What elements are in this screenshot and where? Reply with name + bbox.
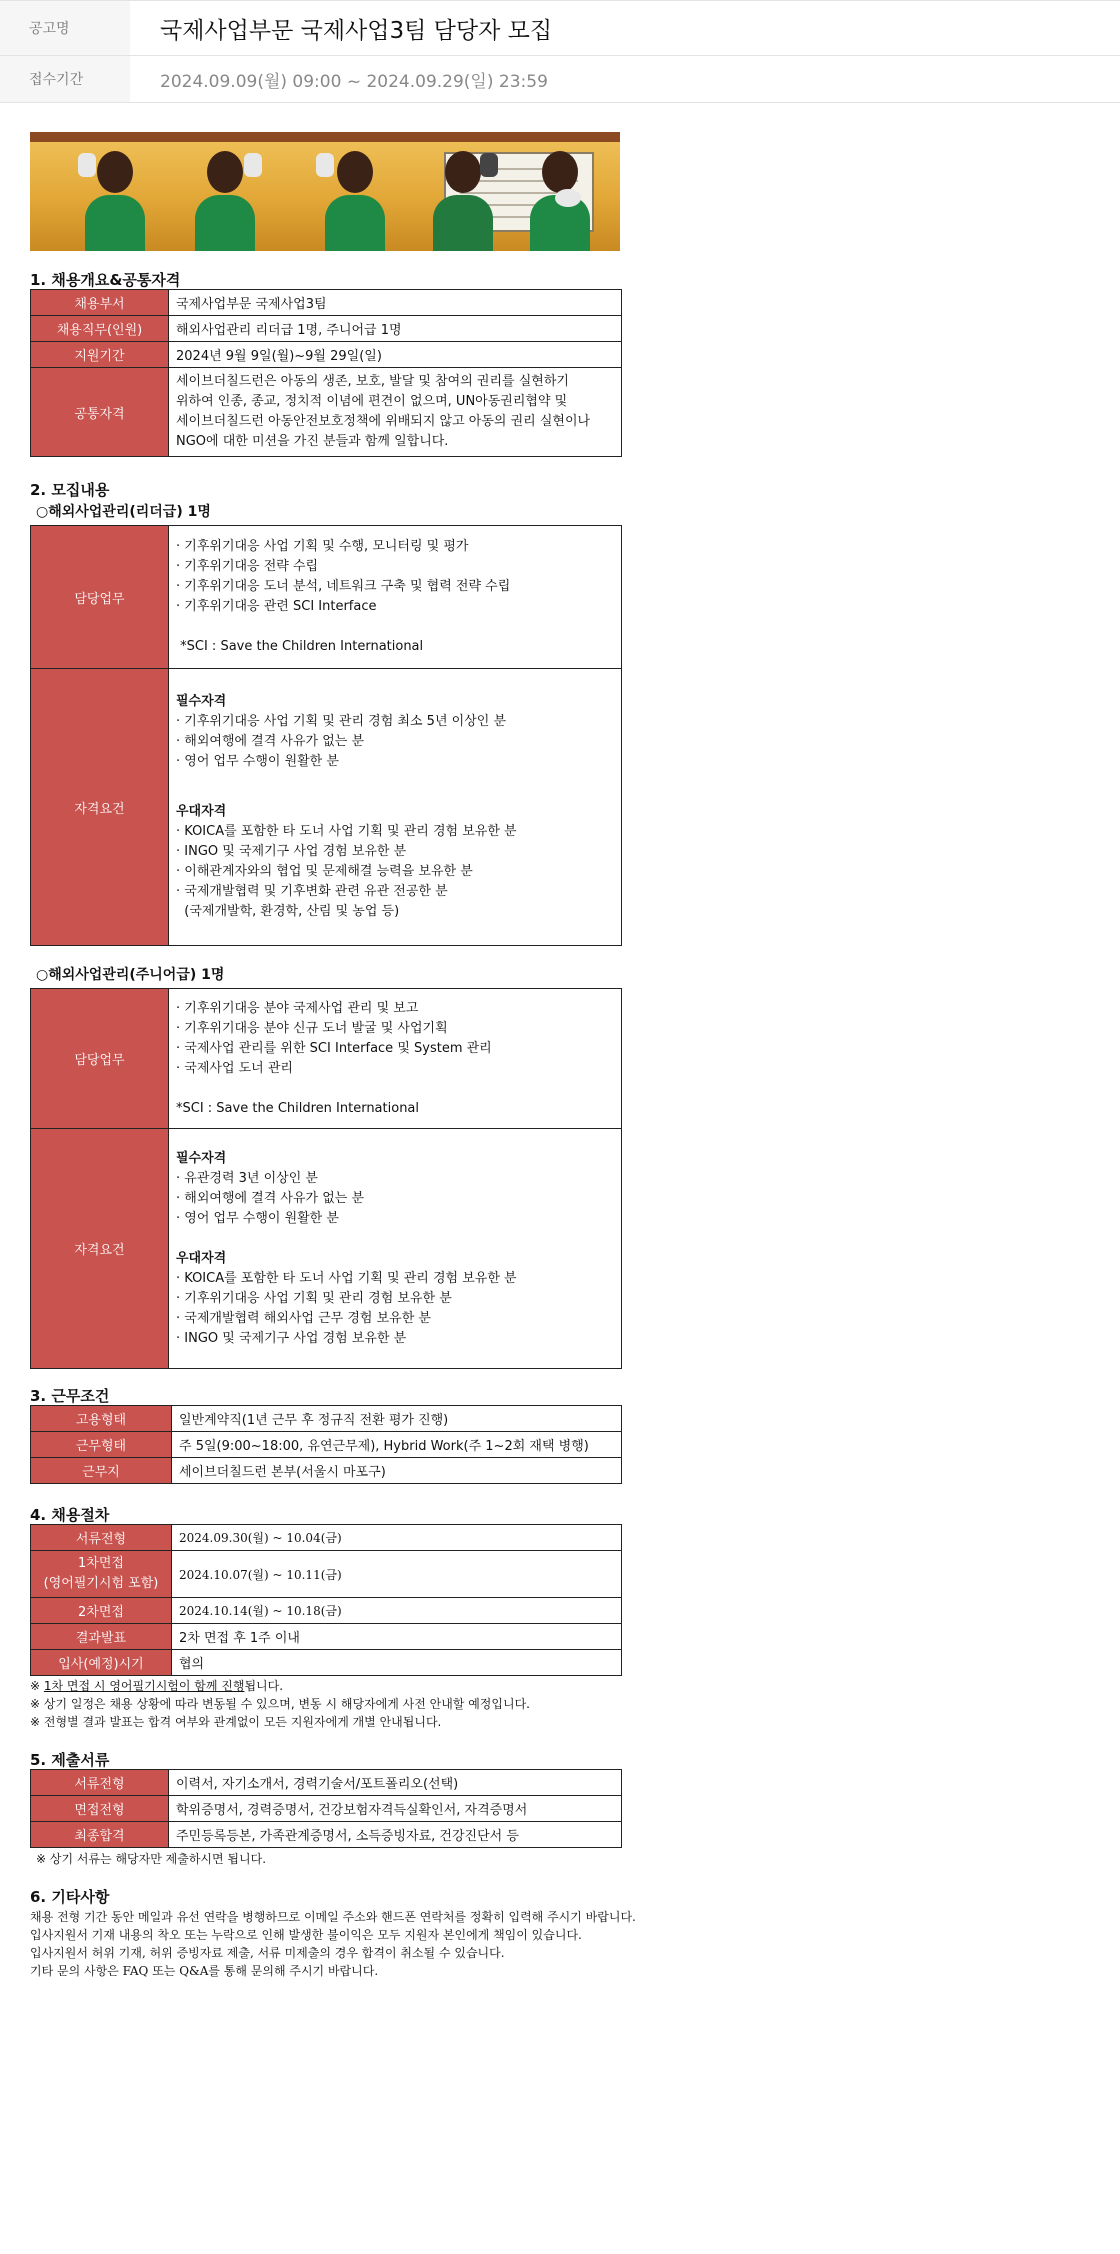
text-line: (영어필기시험 포함)	[43, 1576, 159, 1591]
row-label: 2차면접	[31, 1598, 172, 1624]
section-4-notes	[30, 1677, 690, 1731]
text-line: · 영어 업무 수행이 원활한 분	[176, 754, 339, 769]
text-line: 입사지원서 기재 내용의 착오 또는 누락으로 인해 발생한 불이익은 모두 지원자 본인에게 책임이 있습니다.	[30, 1928, 582, 1942]
row-value	[169, 1129, 622, 1369]
row-label: 서류전형	[31, 1770, 169, 1796]
row-value	[169, 669, 622, 946]
table-row	[31, 1822, 622, 1848]
row-label: 채용직무(인원)	[31, 316, 169, 342]
table-row	[31, 1770, 622, 1796]
table-row	[31, 342, 622, 368]
row-label: 근무지	[31, 1458, 172, 1484]
text-line: 1차면접	[78, 1556, 124, 1571]
note-marker: ※	[30, 1679, 44, 1693]
row-value: 주 5일(9:00~18:00, 유연근무제), Hybrid Work(주 1~2회 재택 병행)	[172, 1432, 622, 1458]
row-label: 공통자격	[31, 368, 169, 457]
text-line: · 국제개발협력 및 기후변화 관련 유관 전공한 분	[176, 884, 448, 899]
text-line: · INGO 및 국제기구 사업 경험 보유한 분	[176, 844, 407, 859]
row-value: 2024.09.30(월) ~ 10.04(금)	[172, 1525, 622, 1551]
table-row	[31, 526, 622, 669]
row-value: 2024.10.14(월) ~ 10.18(금)	[172, 1598, 622, 1624]
row-label: 근무형태	[31, 1432, 172, 1458]
note-tail: 됩니다.	[244, 1679, 284, 1693]
row-value: 세이브더칠드런 본부(서울시 마포구)	[172, 1458, 622, 1484]
banner-child	[525, 139, 595, 251]
page-title: 국제사업부문 국제사업3팀 담당자 모집	[160, 17, 553, 44]
text-line: (국제개발학, 환경학, 산림 및 농업 등)	[176, 904, 400, 919]
table-row	[31, 290, 622, 316]
junior-table	[30, 988, 622, 1369]
row-value: 2024.10.07(월) ~ 10.11(금)	[172, 1551, 622, 1598]
row-label: 담당업무	[31, 526, 169, 669]
row-value	[169, 526, 622, 669]
table-row	[31, 1432, 622, 1458]
text-line: · 해외여행에 결격 사유가 없는 분	[176, 734, 365, 749]
text-line: · 기후위기대응 사업 기획 및 관리 경험 보유한 분	[176, 1290, 452, 1306]
text-line: 위하여 인종, 종교, 정치적 이념에 편견이 없으며, UN아동권리협약 및	[176, 394, 568, 409]
text-line: · 기후위기대응 분야 국제사업 관리 및 보고	[176, 1000, 419, 1016]
table-row	[31, 1796, 622, 1822]
table-row	[31, 1525, 622, 1551]
text-line: *SCI : Save the Children International	[176, 639, 424, 654]
section-5-note: ※ 상기 서류는 해당자만 제출하시면 됩니다.	[36, 1852, 267, 1866]
table-row	[31, 1598, 622, 1624]
text-line: · KOICA를 포함한 타 도너 사업 기획 및 관리 경험 보유한 분	[176, 1270, 517, 1286]
period-label: 접수기간	[0, 56, 130, 102]
section-5-table	[30, 1769, 622, 1848]
row-label: 자격요건	[31, 1129, 169, 1369]
required-title: 필수자격	[176, 1150, 227, 1166]
row-label: 입사(예정)시기	[31, 1650, 172, 1676]
table-row	[31, 989, 622, 1129]
row-value: 2024년 9월 9일(월)~9월 29일(일)	[169, 342, 622, 368]
row-label	[31, 1551, 172, 1598]
row-value: 2차 면접 후 1주 이내	[172, 1624, 622, 1650]
table-row	[31, 1406, 622, 1432]
table-row	[31, 368, 622, 457]
section-1-title: 1. 채용개요&공통자격	[30, 271, 181, 289]
text-line: · 국제개발협력 해외사업 근무 경험 보유한 분	[176, 1310, 431, 1326]
text-line: · 기후위기대응 분야 신규 도너 발굴 및 사업기획	[176, 1020, 448, 1036]
section-1-table	[30, 289, 622, 457]
banner-image	[30, 132, 620, 251]
text-line: · 기후위기대응 사업 기획 및 관리 경험 최소 5년 이상인 분	[176, 714, 507, 729]
text-line: · 영어 업무 수행이 원활한 분	[176, 1210, 339, 1226]
text-line: · 이해관계자와의 협업 및 문제해결 능력을 보유한 분	[176, 864, 473, 879]
section-3-title: 3. 근무조건	[30, 1387, 110, 1405]
section-3-table	[30, 1405, 622, 1484]
row-value: 국제사업부문 국제사업3팀	[169, 290, 622, 316]
text-line: 세이브더칠드런 아동안전보호정책에 위배되지 않고 아동의 권리 실현이나	[176, 414, 591, 429]
preferred-title: 우대자격	[176, 1250, 227, 1266]
title-label: 공고명	[0, 1, 130, 55]
section-6-title: 6. 기타사항	[30, 1888, 110, 1906]
row-value: 이력서, 자기소개서, 경력기술서/포트폴리오(선택)	[169, 1770, 622, 1796]
text-line: · 유관경력 3년 이상인 분	[176, 1170, 318, 1186]
row-label: 담당업무	[31, 989, 169, 1129]
text-line: 세이브더칠드런은 아동의 생존, 보호, 발달 및 참여의 권리를 실현하기	[176, 374, 569, 389]
text-line: · 기후위기대응 사업 기획 및 수행, 모니터링 및 평가	[176, 539, 469, 554]
text-line: · KOICA를 포함한 타 도너 사업 기획 및 관리 경험 보유한 분	[176, 824, 517, 839]
text-line: NGO에 대한 미션을 가진 분들과 함께 일합니다.	[176, 434, 449, 449]
section-6-text	[30, 1908, 690, 1980]
section-5-title: 5. 제출서류	[30, 1751, 110, 1769]
text-line: 기타 문의 사항은 FAQ 또는 Q&A를 통해 문의해 주시기 바랍니다.	[30, 1964, 379, 1978]
row-label: 자격요건	[31, 669, 169, 946]
table-row	[31, 1458, 622, 1484]
preferred-title: 우대자격	[176, 804, 227, 819]
table-row	[31, 669, 622, 946]
notice-body	[30, 132, 690, 1980]
row-label: 최종합격	[31, 1822, 169, 1848]
text-line: · 기후위기대응 관련 SCI Interface	[176, 599, 377, 614]
table-row	[31, 316, 622, 342]
text-line: · 기후위기대응 전략 수립	[176, 559, 319, 574]
banner-child	[320, 139, 390, 251]
row-value: 학위증명서, 경력증명서, 건강보험자격득실확인서, 자격증명서	[169, 1796, 622, 1822]
banner-child	[190, 139, 260, 251]
row-label: 채용부서	[31, 290, 169, 316]
banner-child	[80, 139, 150, 251]
text-line: · 해외여행에 결격 사유가 없는 분	[176, 1190, 365, 1206]
text-line: 입사지원서 허위 기재, 허위 증빙자료 제출, 서류 미제출의 경우 합격이 취소될 수 있습니다.	[30, 1946, 505, 1960]
text-line: · 기후위기대응 도너 분석, 네트워크 구축 및 협력 전략 수립	[176, 579, 511, 594]
banner-child	[428, 139, 498, 251]
note-underlined: 1차 면접 시 영어필기시험이 함께 진행	[43, 1679, 245, 1693]
row-value: 주민등록등본, 가족관계증명서, 소득증빙자료, 건강진단서 등	[169, 1822, 622, 1848]
text-line: *SCI : Save the Children International	[176, 1100, 420, 1116]
row-label: 서류전형	[31, 1525, 172, 1551]
table-row	[31, 1650, 622, 1676]
note-line	[30, 1677, 690, 1695]
junior-subtitle: ○해외사업관리(주니어급) 1명	[36, 967, 225, 983]
section-2-title: 2. 모집내용	[30, 481, 110, 499]
section-4-table	[30, 1524, 622, 1676]
leader-subtitle: ○해외사업관리(리더급) 1명	[36, 504, 211, 520]
row-value	[169, 989, 622, 1129]
row-value: 협의	[172, 1650, 622, 1676]
table-row	[31, 1624, 622, 1650]
section-4-title: 4. 채용절차	[30, 1506, 110, 1524]
row-label: 면접전형	[31, 1796, 169, 1822]
text-line: · INGO 및 국제기구 사업 경험 보유한 분	[176, 1330, 407, 1346]
period-row	[0, 56, 1120, 103]
row-value	[169, 368, 622, 457]
leader-table	[30, 525, 622, 946]
row-value: 일반계약직(1년 근무 후 정규직 전환 평가 진행)	[172, 1406, 622, 1432]
row-label: 고용형태	[31, 1406, 172, 1432]
text-line: · 국제사업 도너 관리	[176, 1060, 293, 1076]
note-line: ※ 전형별 결과 발표는 합격 여부와 관계없이 모든 지원자에게 개별 안내됩니다.	[30, 1715, 442, 1729]
row-label: 결과발표	[31, 1624, 172, 1650]
table-row	[31, 1129, 622, 1369]
table-row	[31, 1551, 622, 1598]
row-value: 해외사업관리 리더급 1명, 주니어급 1명	[169, 316, 622, 342]
required-title: 필수자격	[176, 694, 227, 709]
application-period: 2024.09.09(월) 09:00 ~ 2024.09.29(일) 23:59	[160, 71, 548, 92]
text-line: · 국제사업 관리를 위한 SCI Interface 및 System 관리	[176, 1040, 492, 1056]
note-line: ※ 상기 일정은 채용 상황에 따라 변동될 수 있으며, 변동 시 해당자에게 사전 안내할 예정입니다.	[30, 1697, 530, 1711]
row-label: 지원기간	[31, 342, 169, 368]
text-line: 채용 전형 기간 동안 메일과 유선 연락을 병행하므로 이메일 주소와 핸드폰 연락처를 정확히 입력해 주시기 바랍니다.	[30, 1910, 636, 1924]
title-row	[0, 0, 1120, 56]
